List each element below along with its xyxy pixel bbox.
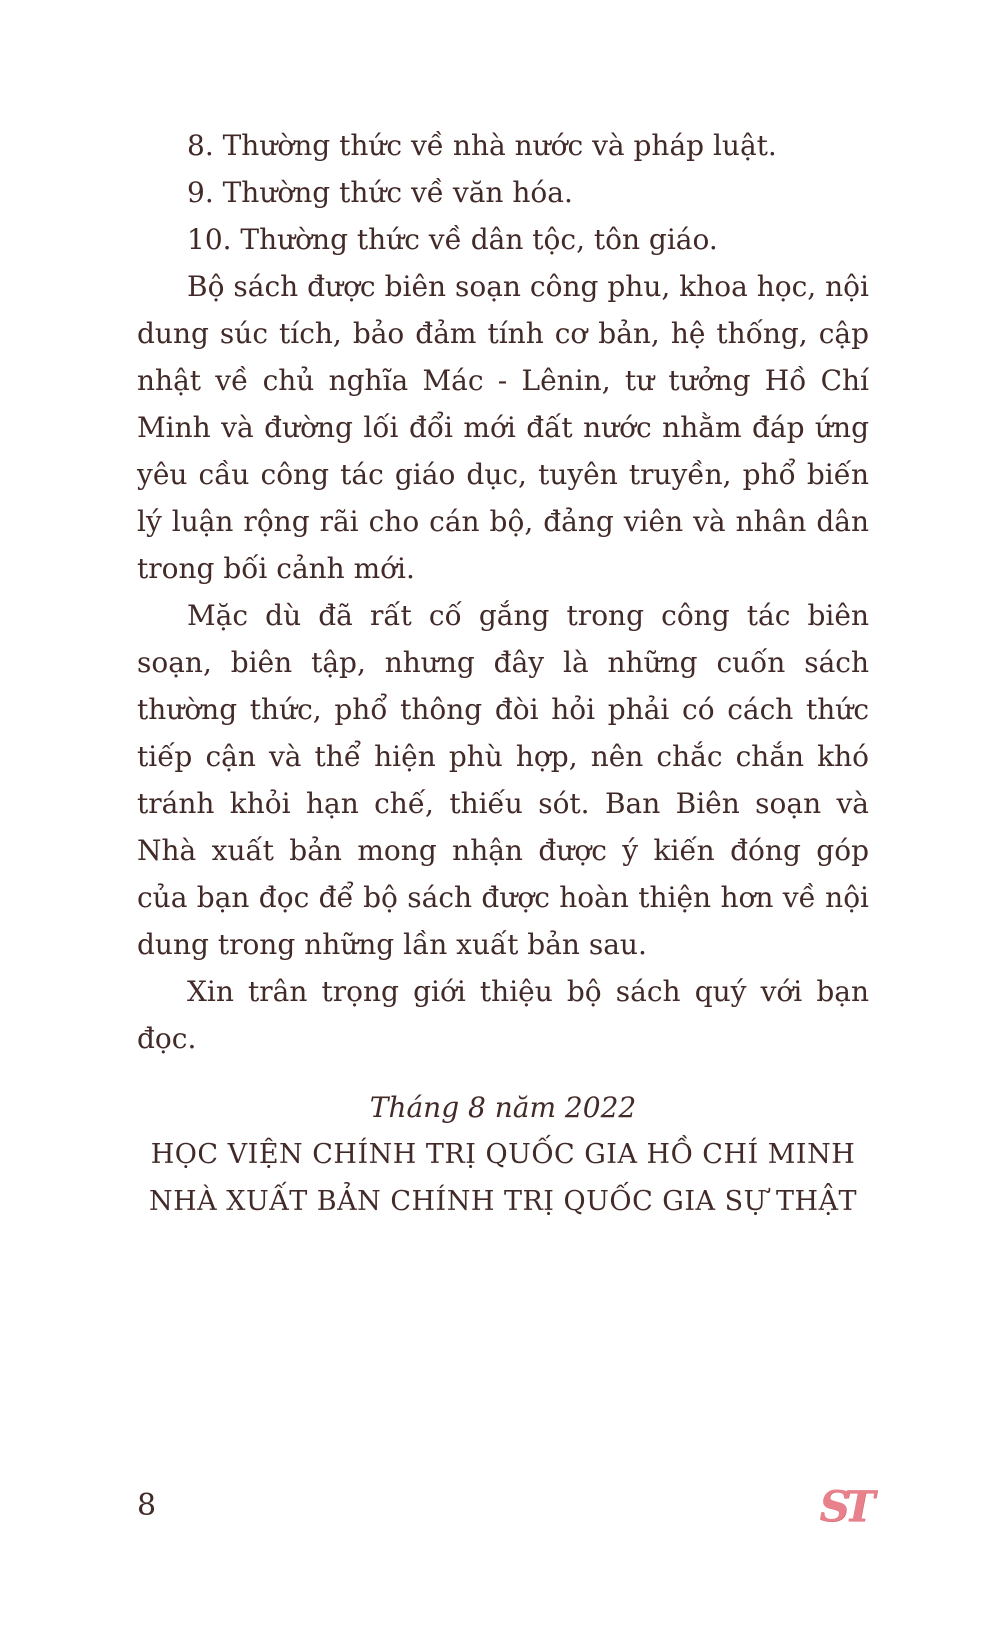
signature-line-academy: HỌC VIỆN CHÍNH TRỊ QUỐC GIA HỒ CHÍ MINH — [150, 1139, 856, 1170]
page-text-block — [137, 122, 869, 1225]
list-item-10: 10. Thường thức về dân tộc, tôn giáo. — [187, 223, 718, 256]
paragraph-apology: Mặc dù đã rất cố gắng trong công tác biên soạn, biên tập, nhưng đây là những cuốn sách thường thức, phổ thông đòi hỏi phải có cách thức tiếp cận và thể hiện phù hợp, nên chắc chắn khó tránh khỏi hạn chế, thiếu sót. Ban Biên soạn và Nhà xuất bản mong nhận được ý kiến đóng góp của bạn đọc để bộ sách được hoàn thiện hơn về nội dung trong những lần xuất bản sau. — [137, 599, 869, 961]
signature-line-publisher: NHÀ XUẤT BẢN CHÍNH TRỊ QUỐC GIA SỰ THẬT — [148, 1186, 858, 1217]
publisher-logo-icon: ST — [819, 1482, 869, 1531]
list-item-9: 9. Thường thức về văn hóa. — [187, 176, 573, 209]
paragraph-closing: Xin trân trọng giới thiệu bộ sách quý với bạn đọc. — [137, 975, 869, 1055]
paragraph-intro: Bộ sách được biên soạn công phu, khoa học, nội dung súc tích, bảo đảm tính cơ bản, hệ thống, cập nhật về chủ nghĩa Mác - Lênin, tư tưởng Hồ Chí Minh và đường lối đổi mới đất nước nhằm đáp ứng yêu cầu công tác giáo dục, tuyên truyền, phổ biến lý luận rộng rãi cho cán bộ, đảng viên và nhân dân trong bối cảnh mới. — [137, 270, 869, 585]
list-item-8: 8. Thường thức về nhà nước và pháp luật. — [187, 129, 777, 162]
date-line: Tháng 8 năm 2022 — [369, 1091, 637, 1124]
page-number: 8 — [137, 1488, 157, 1523]
